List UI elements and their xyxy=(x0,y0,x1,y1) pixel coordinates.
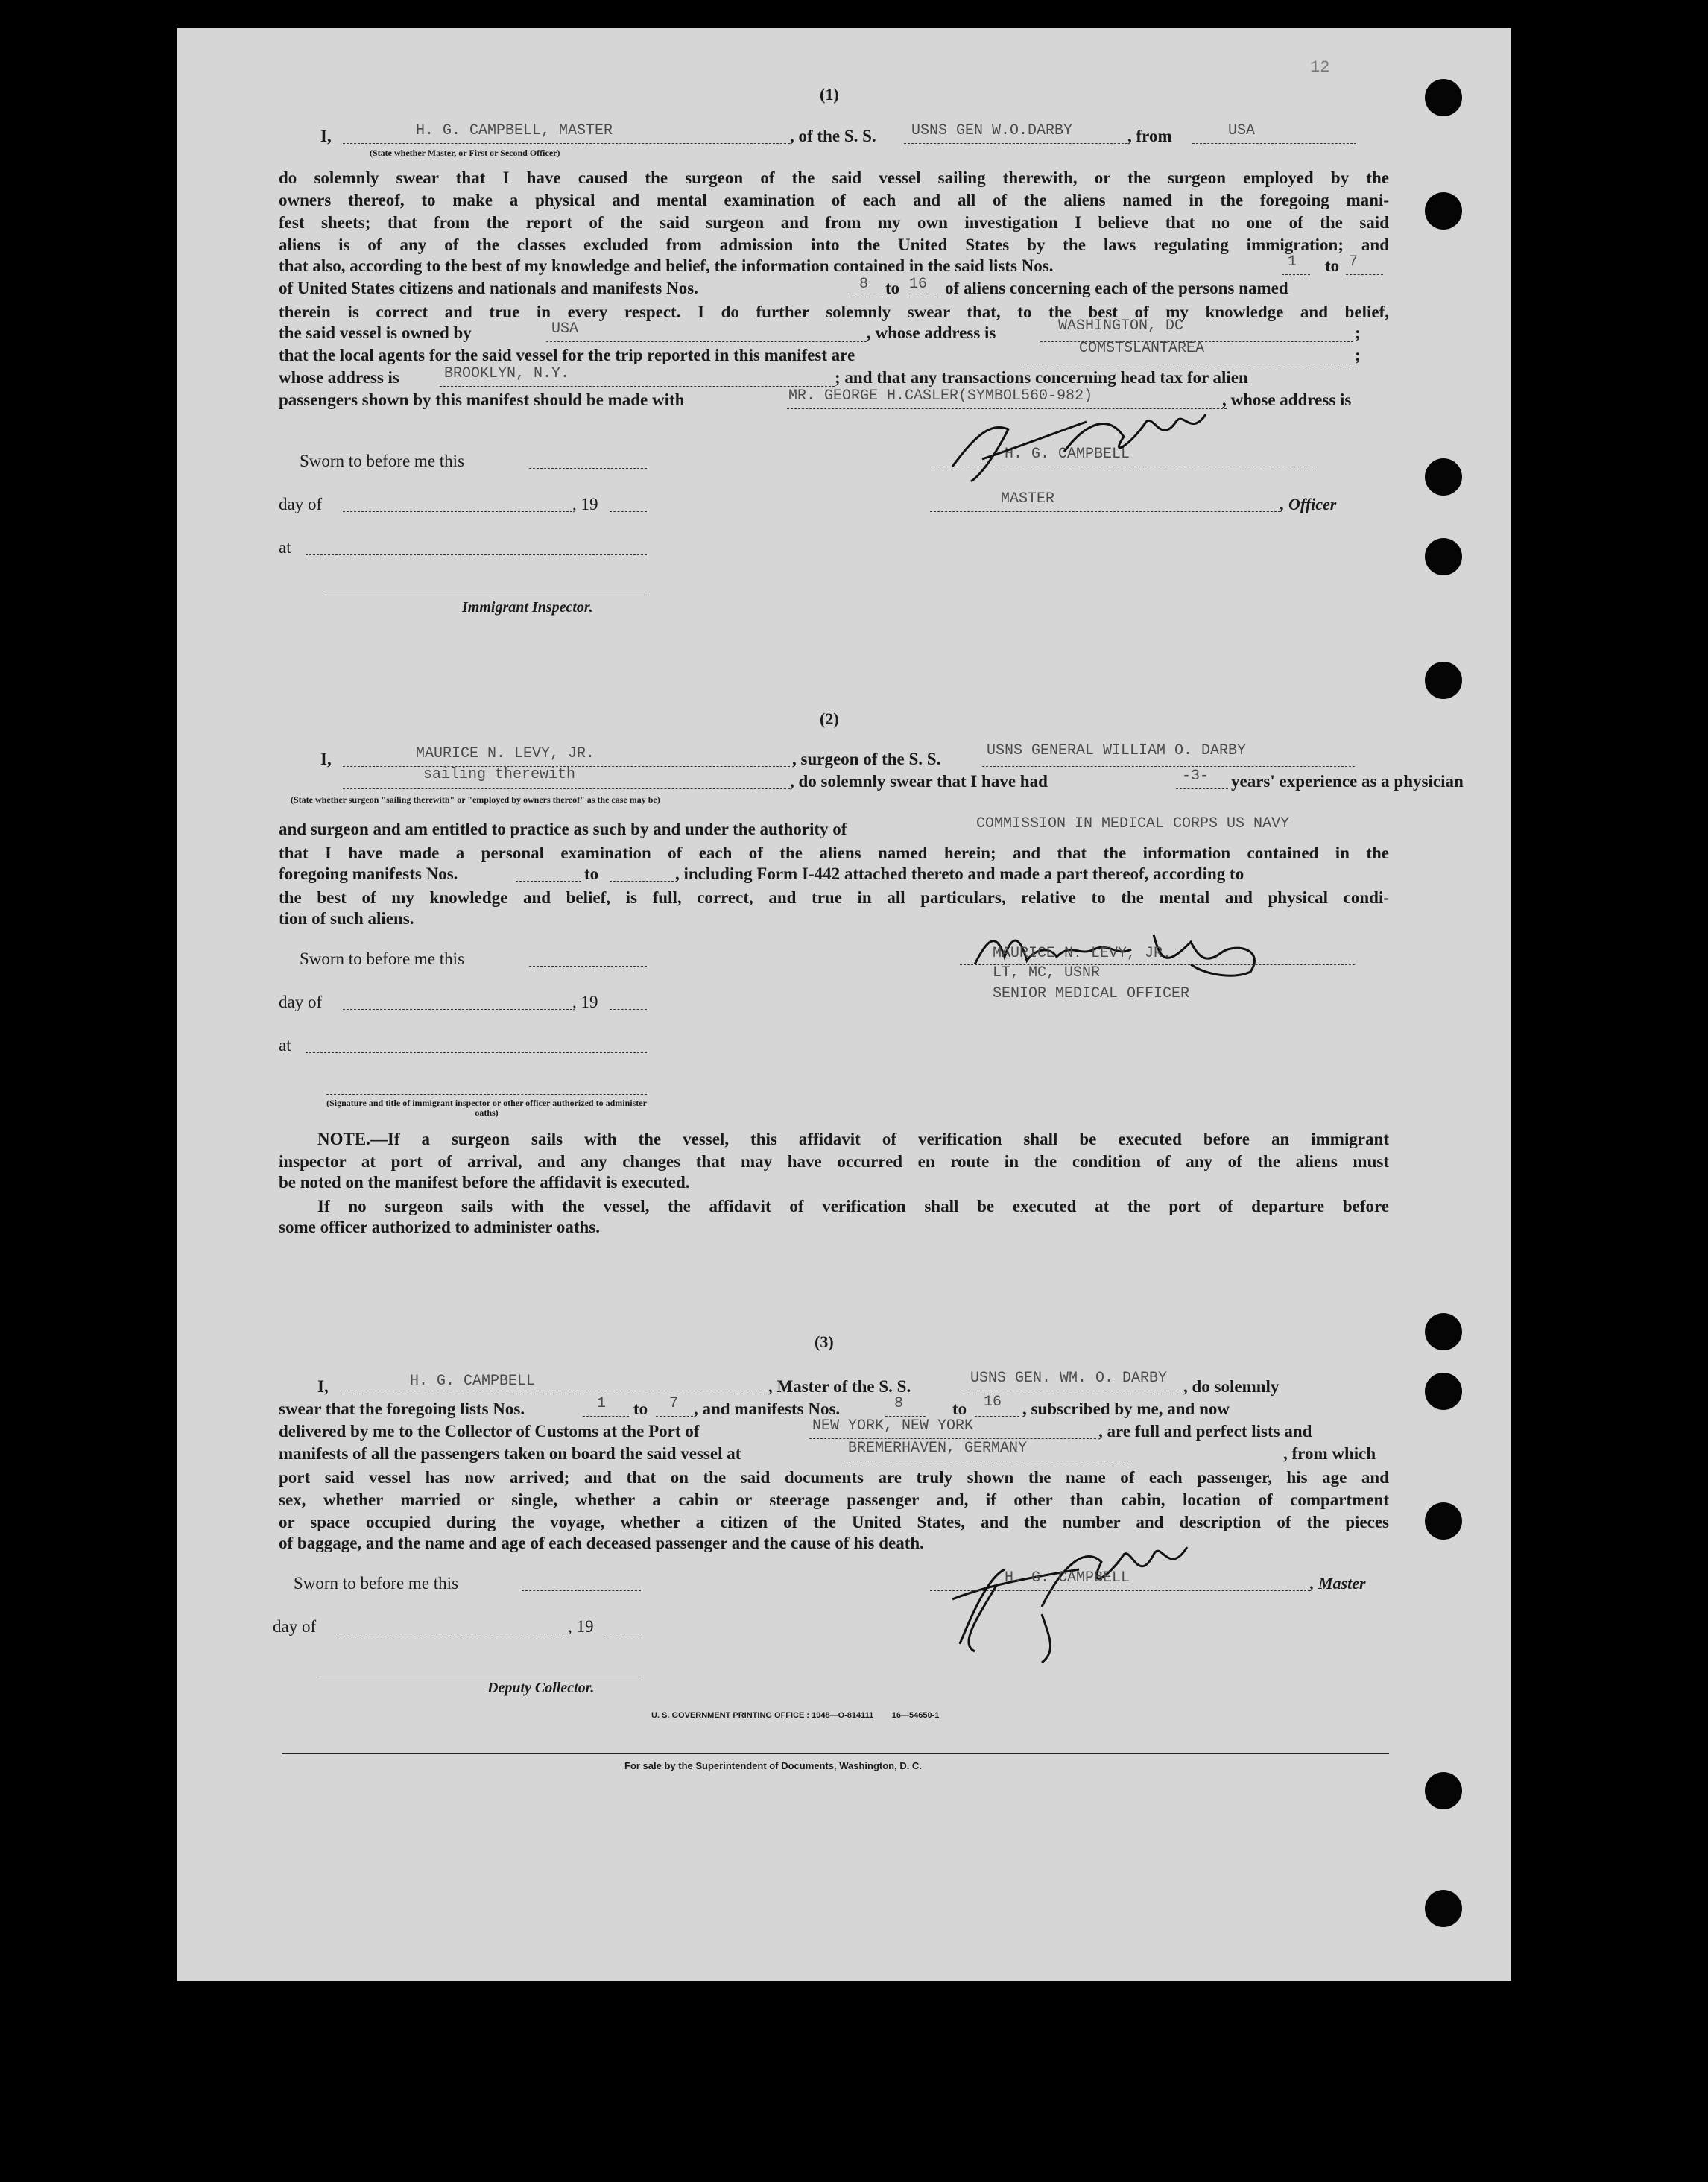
port-line xyxy=(809,1438,1096,1439)
section-1-number: (1) xyxy=(820,85,839,104)
s3-sig-typed: H. G. CAMPBELL xyxy=(1005,1569,1130,1587)
punch-hole xyxy=(1425,1502,1462,1540)
s1-line-6b: of aliens concerning each of the persons named xyxy=(945,279,1288,297)
s2-at-label: at xyxy=(279,1036,291,1054)
s2-line-5: tion of such aliens. xyxy=(279,909,414,928)
s2-day-line xyxy=(343,1009,572,1010)
s2-sworn-label: Sworn to before me this xyxy=(300,949,465,968)
s1-day-line xyxy=(343,511,572,512)
corner-page-number: 12 xyxy=(1310,58,1330,77)
note-line-1: NOTE.—If a surgeon sails with the vessel, this affidavit of verification shall be executed before an immigrant xyxy=(317,1130,1389,1148)
s3-master-sig-line xyxy=(930,1590,1310,1591)
lists-from-line xyxy=(1282,274,1310,275)
owned-by-line xyxy=(546,341,867,342)
head-tax-label: ; and that any transactions concerning head tax for alien xyxy=(835,368,1248,387)
lists-from: 1 xyxy=(1288,253,1297,271)
s2-line-3a: foregoing manifests Nos. xyxy=(279,864,458,883)
authority-label: and surgeon and am entitled to practice as such by and under the authority of xyxy=(279,820,847,838)
whose-address-label: , whose address is xyxy=(867,323,996,342)
s3-manifests-label: , and manifests Nos. xyxy=(694,1400,841,1418)
s3-to-label-2: to xyxy=(952,1400,967,1418)
ship-name-typed: USNS GEN W.O.DARBY xyxy=(911,122,1073,139)
s2-nos-from-line xyxy=(516,881,581,882)
s2-i-label: I, xyxy=(320,750,332,768)
s1-sworn-line xyxy=(529,468,647,469)
agents-address-value: BROOKLYN, N.Y. xyxy=(444,365,570,382)
section-2-number: (2) xyxy=(820,709,839,728)
from-line xyxy=(1192,143,1356,144)
footer-rule xyxy=(282,1753,1389,1754)
s1-year-line xyxy=(610,511,647,512)
port-value: NEW YORK, NEW YORK xyxy=(812,1417,974,1435)
full-label: , are full and perfect lists and xyxy=(1098,1422,1312,1441)
passengers-label: passengers shown by this manifest should be made with xyxy=(279,390,685,409)
surgeon-name-typed: MAURICE N. LEVY, JR. xyxy=(416,745,595,762)
ship-line xyxy=(904,143,1127,144)
s1-nineteen: , 19 xyxy=(572,495,598,513)
s2-ship-typed: USNS GENERAL WILLIAM O. DARBY xyxy=(987,742,1247,759)
to-label-2: to xyxy=(885,279,900,297)
years-line xyxy=(1176,788,1228,789)
master-name-line xyxy=(343,143,790,144)
note-line-3: be noted on the manifest before the affidavit is executed. xyxy=(279,1173,690,1192)
agents-address-label: whose address is xyxy=(279,368,399,387)
delivered-label: delivered by me to the Collector of Customs at the Port of xyxy=(279,1422,700,1441)
s2-year-line xyxy=(610,1009,647,1010)
s1-para-line-1: do solemnly swear that I have caused the surgeon of the said vessel sailing therewith, or the surgeon employed by the xyxy=(279,168,1389,187)
manifest-to: 16 xyxy=(909,276,928,293)
printing-office: U. S. GOVERNMENT PRINTING OFFICE : 1948—O-814111 16—54650-1 xyxy=(651,1711,940,1720)
section-3-number: (3) xyxy=(815,1332,834,1351)
s2-swear-label: , do solemnly swear that I have had xyxy=(790,772,1048,791)
s3-master-name: H. G. CAMPBELL xyxy=(410,1373,536,1390)
s3-lists-to-line xyxy=(656,1416,693,1417)
s3-ship-typed: USNS GEN. WM. O. DARBY xyxy=(970,1370,1168,1387)
s1-at-line xyxy=(306,554,647,555)
s1-at-label: at xyxy=(279,538,291,557)
s3-manifest-from-line xyxy=(885,1416,926,1417)
s2-at-line xyxy=(306,1052,647,1053)
s3-swear-label: swear that the foregoing lists Nos. xyxy=(279,1400,525,1418)
master-handwritten-signature xyxy=(937,407,1221,489)
s2-day-of-label: day of xyxy=(279,993,323,1011)
master-name-typed: H. G. CAMPBELL, MASTER xyxy=(416,122,613,139)
owner-address-value: WASHINGTON, DC xyxy=(1058,317,1184,335)
to-label-1: to xyxy=(1325,256,1340,275)
s3-to-label-1: to xyxy=(633,1400,648,1418)
lists-to: 7 xyxy=(1349,253,1359,271)
surgeon-status-line xyxy=(343,788,790,789)
s3-para-line-1: port said vessel has now arrived; and that on the said documents are truly shown the name of each passenger, his age and xyxy=(279,1468,1389,1487)
s2-nineteen: , 19 xyxy=(572,993,598,1011)
punch-hole xyxy=(1425,79,1462,116)
officer-label: , Officer xyxy=(1280,495,1337,513)
title-line xyxy=(930,511,1280,512)
agents-value: COMSTSLANTAREA xyxy=(1079,340,1205,357)
solemnly-label: , do solemnly xyxy=(1183,1377,1280,1396)
s2-line-3-to: to xyxy=(584,864,599,883)
s2-line-2: that I have made a personal examination of each of the aliens named herein; and that the information contained in the xyxy=(279,844,1389,862)
inspector-label: Immigrant Inspector. xyxy=(462,599,593,616)
s3-i-label: I, xyxy=(317,1377,329,1396)
years-value: -3- xyxy=(1182,768,1209,785)
from-label: , from xyxy=(1127,127,1172,145)
lists-to-line xyxy=(1346,274,1383,275)
s1-para-line-5: that also, according to the best of my knowledge and belief, the information contained in the said lists Nos. xyxy=(279,256,1054,275)
s3-handwritten-signature xyxy=(930,1532,1198,1666)
s3-day-of-label: day of xyxy=(273,1617,317,1636)
sale-note: For sale by the Superintendent of Documents, Washington, D. C. xyxy=(624,1760,922,1771)
s3-sworn-label: Sworn to before me this xyxy=(294,1574,459,1593)
punch-hole xyxy=(1425,192,1462,230)
from-which-label: , from which xyxy=(1283,1444,1376,1463)
s3-lists-from: 1 xyxy=(597,1395,607,1412)
note-line-5: some officer authorized to administer oaths. xyxy=(279,1218,600,1236)
s2-line-4: the best of my knowledge and belief, is full, correct, and true in all particulars, relative to the mental and physical condi- xyxy=(279,888,1389,907)
s3-last-line: of baggage, and the name and age of each deceased passenger and the cause of his death. xyxy=(279,1534,924,1552)
surgeon-status-note: (State whether surgeon "sailing therewith" or "employed by owners thereof" as the case may be) xyxy=(291,794,660,805)
authority-value: COMMISSION IN MEDICAL CORPS US NAVY xyxy=(976,815,1290,832)
s2-line-3b: , including Form I-442 attached thereto and made a part thereof, according to xyxy=(675,864,1244,883)
s2-officer-line xyxy=(326,1094,647,1095)
agents-address-line xyxy=(440,386,835,387)
s2-nos-to-line xyxy=(610,881,674,882)
s3-manifest-to: 16 xyxy=(984,1394,1002,1411)
s1-day-of-label: day of xyxy=(279,495,323,513)
master-label: , Master xyxy=(1310,1574,1366,1593)
from-value-typed: USA xyxy=(1228,122,1256,139)
s3-manifest-from: 8 xyxy=(894,1395,904,1412)
s3-nineteen: , 19 xyxy=(568,1617,594,1636)
s3-para-line-3: or space occupied during the voyage, whether a citizen of the United States, and the number and description of the pieces xyxy=(279,1513,1389,1531)
s1-line-7: therein is correct and true in every respect. I do further solemnly swear that, to the best of my knowledge and belief, xyxy=(279,303,1389,321)
s3-lists-from-line xyxy=(583,1416,629,1417)
agents-label: that the local agents for the said vessel for the trip reported in this manifest are xyxy=(279,346,855,364)
s1-para-line-4: aliens is of any of the classes excluded from admission into the United States by the laws regulating immigration; and xyxy=(279,235,1389,254)
owned-by-label: the said vessel is owned by xyxy=(279,323,472,342)
s3-manifest-to-line xyxy=(975,1416,1019,1417)
departure-value: BREMERHAVEN, GERMANY xyxy=(848,1440,1028,1457)
punch-hole xyxy=(1425,1772,1462,1809)
punch-hole xyxy=(1425,1890,1462,1927)
i-label: I, xyxy=(320,127,332,145)
s3-lists-to: 7 xyxy=(669,1395,679,1412)
master-signature-typed: H. G. CAMPBELL xyxy=(1005,446,1130,463)
master-note: (State whether Master, or First or Second Officer) xyxy=(370,148,560,158)
note-line-4: If no surgeon sails with the vessel, the affidavit of verification shall be executed at the port of departure before xyxy=(317,1197,1389,1215)
whose-address-end: , whose address is xyxy=(1222,390,1352,409)
punch-hole xyxy=(1425,1313,1462,1350)
subscribed-label: , subscribed by me, and now xyxy=(1022,1400,1230,1418)
manifest-sheet xyxy=(177,28,1511,1981)
semicolon-2: ; xyxy=(1355,346,1361,364)
s1-para-line-3: fest sheets; that from the report of the said surgeon and from my own investigation I believe that no one of the said xyxy=(279,213,1389,232)
note-line-2: inspector at port of arrival, and any changes that may have occurred en route in the condition of any of the aliens must xyxy=(279,1152,1389,1171)
years-label: years' experience as a physician xyxy=(1231,772,1464,791)
surgeon-of-label: , surgeon of the S. S. xyxy=(792,750,941,768)
s3-sworn-line xyxy=(522,1590,641,1591)
punch-hole xyxy=(1425,458,1462,496)
surgeon-sig-title: SENIOR MEDICAL OFFICER xyxy=(993,985,1190,1002)
punch-hole xyxy=(1425,662,1462,699)
surgeon-sig-rank: LT, MC, USNR xyxy=(993,964,1101,981)
of-ss-label: , of the S. S. xyxy=(790,127,876,145)
deputy-label: Deputy Collector. xyxy=(487,1680,595,1696)
s2-ship-line xyxy=(982,766,1355,767)
semicolon-1: ; xyxy=(1355,323,1361,342)
master-of-label: , Master of the S. S. xyxy=(768,1377,911,1396)
s2-sworn-line xyxy=(529,966,647,967)
s1-para-line-2: owners thereof, to make a physical and mental examination of each and all of the aliens named in the foregoing mani- xyxy=(279,191,1389,209)
manifests-all-label: manifests of all the passengers taken on board the said vessel at xyxy=(279,1444,741,1463)
owned-by-value: USA xyxy=(551,320,579,338)
manifest-from: 8 xyxy=(859,276,869,293)
surgeon-sig-name: MAURICE N. LEVY, JR. xyxy=(993,945,1172,962)
head-tax-contact: MR. GEORGE H.CASLER(SYMBOL560-982) xyxy=(788,388,1093,405)
punch-hole xyxy=(1425,538,1462,575)
punch-hole xyxy=(1425,1373,1462,1410)
master-title-typed: MASTER xyxy=(1001,490,1055,507)
s1-sworn-label: Sworn to before me this xyxy=(300,452,465,470)
s3-para-line-2: sex, whether married or single, whether a cabin or steerage passenger and, if other than cabin, location of compartment xyxy=(279,1490,1389,1509)
surgeon-status-typed: sailing therewith xyxy=(423,766,576,783)
s2-sig-note: (Signature and title of immigrant inspector or other officer authorized to administer oaths) xyxy=(326,1098,647,1118)
s1-line-6a: of United States citizens and nationals and manifests Nos. xyxy=(279,279,698,297)
